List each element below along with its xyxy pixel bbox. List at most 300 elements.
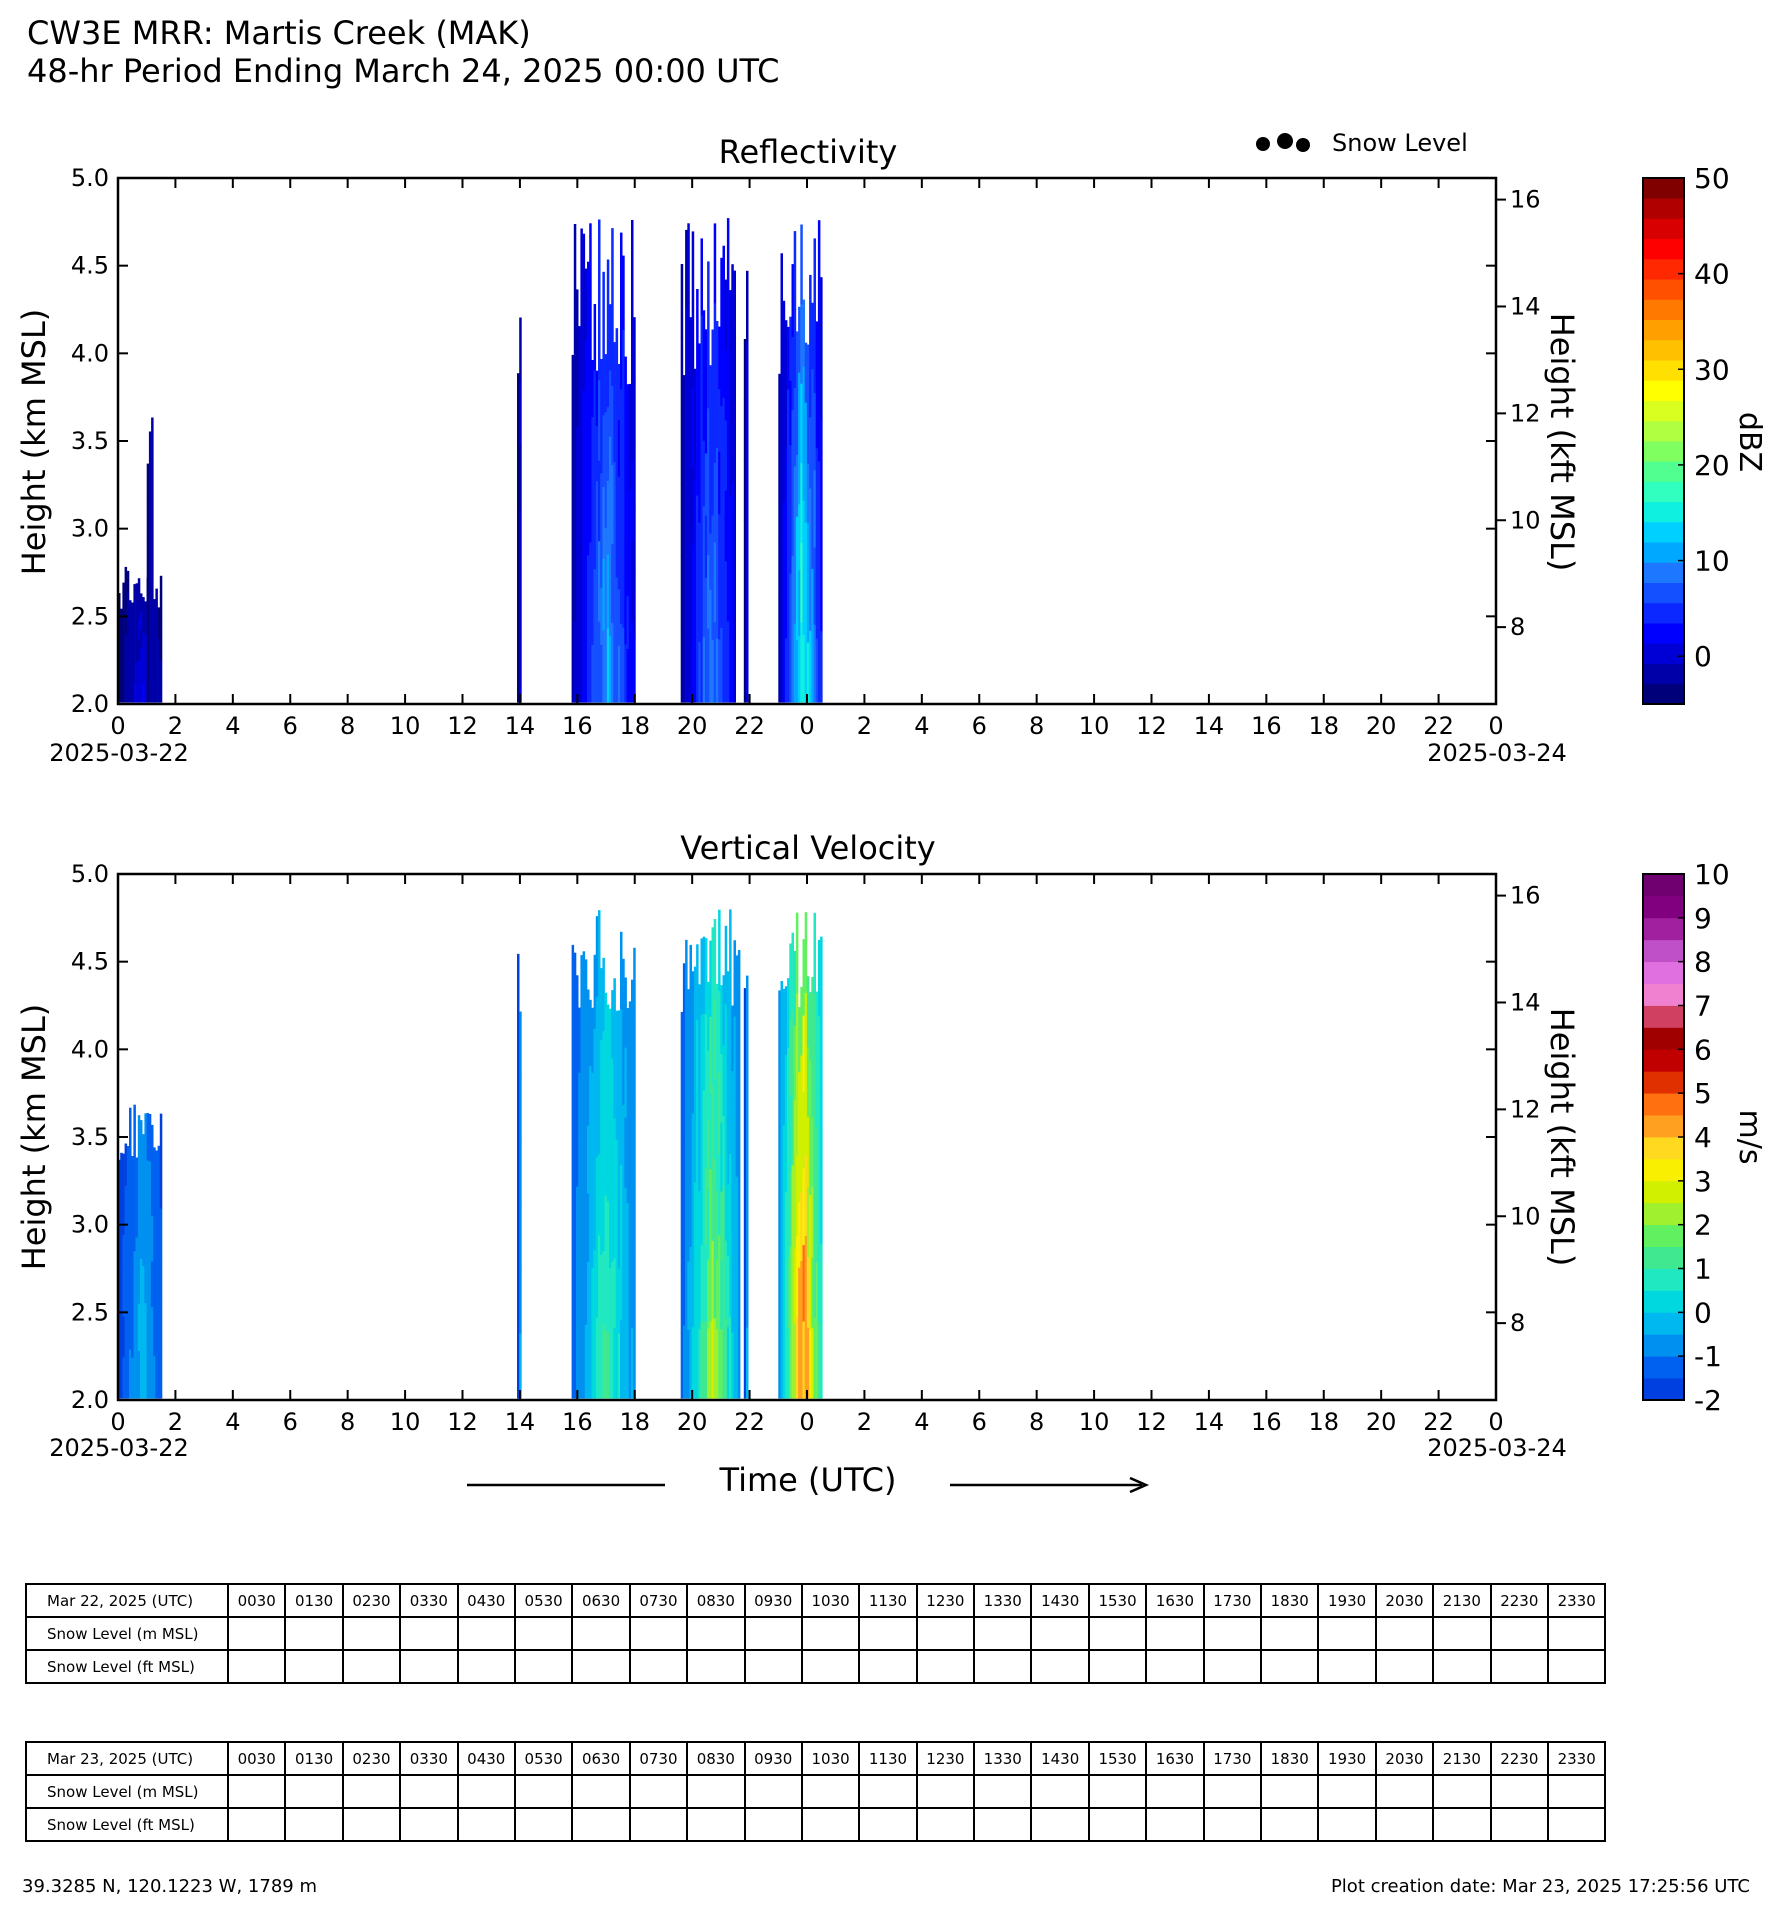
reflectivity-echo-cell [624, 472, 627, 530]
vertical-velocity-echo-cell [155, 1316, 158, 1358]
vertical-velocity-echo-cell [696, 1096, 699, 1172]
table-cell [745, 1650, 802, 1683]
vertical-velocity-echo-cell [602, 1105, 605, 1179]
vertical-velocity-echo-cell [127, 1146, 130, 1189]
vertical-velocity-echo-cell [122, 1154, 125, 1195]
vertical-velocity-echo-cell [694, 1254, 697, 1326]
vertical-velocity-colorbar-segment [1643, 1312, 1684, 1334]
reflectivity-echo-cell [578, 639, 581, 702]
vertical-velocity-echo-cell [140, 1166, 143, 1213]
vertical-velocity-echo-cell [798, 1137, 801, 1203]
vertical-velocity-echo-cell [627, 1268, 630, 1334]
vertical-velocity-echo-cell [805, 1317, 808, 1399]
reflectivity-echo-cell [140, 648, 143, 667]
reflectivity-echo-cell [120, 686, 123, 702]
vertical-velocity-echo-cell [620, 1010, 623, 1088]
vertical-velocity-echo-cell [602, 958, 605, 1032]
vertical-velocity-echo-cell [725, 1083, 728, 1162]
vertical-velocity-echo-cell [131, 1358, 134, 1399]
reflectivity-echo-cell [698, 583, 701, 643]
vertical-velocity-echo-cell [729, 1072, 732, 1154]
reflectivity-echo-cell [692, 545, 695, 624]
vertical-velocity-echo-cell [736, 955, 739, 1029]
reflectivity-echo-cell [583, 312, 586, 391]
vertical-velocity-echo-cell [685, 1016, 688, 1093]
reflectivity-echo-cell [683, 593, 686, 648]
reflectivity-echo-cell [698, 403, 701, 463]
reflectivity-colorbar-segment [1643, 380, 1684, 401]
reflectivity-echo-cell [125, 567, 128, 590]
reflectivity-echo-cell [125, 589, 128, 612]
reflectivity-echo-cell [589, 542, 592, 622]
reflectivity-echo-cell [809, 560, 812, 632]
vertical-velocity-colorbar-segment [1643, 940, 1684, 962]
vertical-velocity-colorbar-segment [1643, 1356, 1684, 1378]
reflectivity-echo-cell [805, 343, 808, 403]
reflectivity-echo-cell [122, 603, 125, 623]
table-cell [1491, 1775, 1548, 1808]
reflectivity-echo-cell [811, 636, 814, 703]
vertical-velocity-echo-cell [125, 1356, 128, 1399]
vertical-velocity-echo-cell [594, 1029, 597, 1103]
reflectivity-colorbar-segment [1643, 340, 1684, 361]
reflectivity-echo-cell [794, 545, 797, 624]
vertical-velocity-colorbar-segment [1643, 1203, 1684, 1225]
reflectivity-echo-cell [574, 543, 577, 623]
reflectivity-echo-cell [622, 628, 625, 703]
reflectivity-echo-cell [602, 559, 605, 631]
vertical-velocity-echo-cell [746, 1187, 749, 1258]
reflectivity-colorbar-segment [1643, 461, 1684, 482]
vertical-velocity-echo-cell [598, 1073, 601, 1155]
reflectivity-echo-cell [694, 647, 697, 703]
vertical-velocity-echo-cell [705, 1245, 708, 1322]
reflectivity-echo-cell [160, 681, 163, 703]
reflectivity-echo-cell [785, 320, 788, 384]
vertical-velocity-echo-cell [807, 1047, 810, 1118]
reflectivity-echo-cell [803, 367, 806, 435]
vertical-velocity-echo-cell [709, 1322, 712, 1399]
vertical-velocity-xtick-label: 18 [619, 1408, 651, 1436]
vertical-velocity-echo-cell [629, 1266, 632, 1333]
reflectivity-echo-cell [794, 310, 797, 389]
reflectivity-xtick-label: 18 [619, 712, 651, 740]
vertical-velocity-echo-cell [609, 1009, 612, 1074]
reflectivity-echo-cell [729, 565, 732, 634]
reflectivity-echo-cell [816, 448, 819, 512]
vertical-velocity-echo-cell [792, 1165, 795, 1243]
reflectivity-xtick-label: 22 [1423, 712, 1454, 740]
reflectivity-echo-cell [151, 418, 154, 466]
reflectivity-echo-cell [585, 630, 588, 703]
vertical-velocity-echo-cell [738, 950, 741, 1025]
reflectivity-colorbar-segment [1643, 259, 1684, 280]
reflectivity-echo-cell [142, 667, 145, 685]
vertical-velocity-echo-cell [818, 1245, 821, 1322]
reflectivity-title: Reflectivity [718, 133, 898, 171]
reflectivity-echo-cell [746, 415, 749, 487]
vertical-velocity-echo-cell [783, 1057, 786, 1126]
vertical-velocity-echo-cell [692, 1042, 695, 1114]
reflectivity-echo-cell [629, 543, 632, 597]
reflectivity-echo-cell [591, 645, 594, 703]
reflectivity-echo-cell [594, 304, 597, 371]
reflectivity-echo-cell [734, 486, 737, 558]
reflectivity-echo-cell [809, 631, 812, 703]
vertical-velocity-echo-cell [718, 1235, 721, 1317]
vertical-velocity-echo-cell [616, 1204, 619, 1269]
vertical-velocity-echo-cell [820, 1321, 823, 1398]
reflectivity-echo-cell [792, 483, 795, 556]
reflectivity-echo-cell [778, 429, 781, 484]
vertical-velocity-echo-cell [794, 1175, 797, 1250]
vertical-velocity-xtick-label: 12 [1136, 1408, 1167, 1436]
vertical-velocity-echo-cell [805, 993, 808, 1075]
table-cell [917, 1617, 974, 1650]
vertical-velocity-echo-cell [805, 1074, 808, 1156]
table-cell [687, 1775, 744, 1808]
vertical-velocity-echo-cell [519, 1269, 522, 1334]
vertical-velocity-echo-cell [589, 1066, 592, 1133]
reflectivity-echo-cell [620, 233, 623, 312]
reflectivity-echo-cell [714, 463, 717, 543]
vertical-velocity-colorbar-segment [1643, 1181, 1684, 1203]
reflectivity-echo-cell [133, 604, 136, 624]
reflectivity-echo-cell [723, 322, 726, 399]
table-cell [1318, 1650, 1375, 1683]
reflectivity-echo-cell [629, 649, 632, 703]
vertical-velocity-colorbar-segment [1643, 896, 1684, 918]
reflectivity-echo-cell [129, 600, 132, 618]
vertical-velocity-echo-cell [618, 1333, 621, 1398]
vertical-velocity-echo-cell [796, 1074, 799, 1155]
reflectivity-echo-cell [811, 502, 814, 569]
reflectivity-echo-cell [781, 328, 784, 403]
table-cell [1146, 1775, 1203, 1808]
reflectivity-echo-cell [578, 514, 581, 577]
reflectivity-echo-cell [572, 355, 575, 413]
reflectivity-echo-cell [607, 333, 610, 407]
vertical-velocity-echo-cell [714, 1079, 717, 1159]
reflectivity-echo-cell [783, 368, 786, 435]
vertical-velocity-echo-cell [589, 1332, 592, 1399]
reflectivity-xtick-label: 6 [971, 712, 987, 740]
reflectivity-echo-cell [517, 538, 520, 593]
reflectivity-ytick-label: 3.5 [70, 427, 109, 455]
vertical-velocity-echo-cell [120, 1275, 123, 1316]
vertical-velocity-echo-cell [709, 1246, 712, 1323]
table-time-header: 1330 [974, 1742, 1031, 1775]
vertical-velocity-echo-cell [787, 1258, 790, 1329]
reflectivity-echo-cell [578, 577, 581, 640]
vertical-velocity-echo-cell [580, 955, 583, 1029]
reflectivity-echo-cell [694, 424, 697, 480]
reflectivity-echo-cell [155, 664, 158, 683]
table-time-header: 2030 [1376, 1584, 1433, 1617]
vertical-velocity-echo-cell [153, 1273, 156, 1315]
reflectivity-echo-cell [578, 389, 581, 452]
table-time-header: 1030 [802, 1742, 859, 1775]
reflectivity-echo-cell [605, 354, 608, 413]
reflectivity-echo-cell [723, 246, 726, 323]
vertical-velocity-echo-cell [633, 1023, 636, 1099]
vertical-velocity-echo-cell [698, 984, 701, 1053]
reflectivity-echo-cell [785, 448, 788, 512]
vertical-velocity-echo-cell [153, 1147, 156, 1189]
vertical-velocity-echo-cell [789, 1095, 792, 1171]
vertical-velocity-echo-cell [585, 1325, 588, 1399]
vertical-velocity-echo-cell [585, 959, 588, 1033]
table-cell [745, 1617, 802, 1650]
reflectivity-echo-cell [600, 359, 603, 417]
reflectivity-echo-cell [694, 591, 697, 647]
table-cell [228, 1617, 285, 1650]
vertical-velocity-echo-cell [576, 1046, 579, 1117]
table-cell [285, 1775, 342, 1808]
table-date-label: Mar 23, 2025 (UTC) [26, 1742, 228, 1775]
vertical-velocity-echo-cell [136, 1278, 139, 1319]
vertical-velocity-echo-cell [781, 1190, 784, 1260]
reflectivity-colorbar-segment [1643, 178, 1684, 199]
vertical-velocity-echo-cell [681, 1012, 684, 1077]
snow-level-table [25, 1583, 1606, 1684]
vertical-velocity-echo-cell [574, 1027, 577, 1102]
reflectivity-echo-cell [725, 632, 728, 703]
reflectivity-echo-cell [587, 409, 590, 483]
vertical-velocity-echo-cell [783, 1125, 786, 1194]
reflectivity-echo-cell [811, 569, 814, 636]
reflectivity-echo-cell [151, 655, 154, 703]
reflectivity-echo-cell [789, 317, 792, 382]
vertical-velocity-echo-cell [816, 992, 819, 1060]
reflectivity-xtick-label: 20 [1365, 712, 1397, 740]
reflectivity-echo-cell [609, 503, 612, 570]
reflectivity-echo-cell [125, 680, 128, 703]
vertical-velocity-echo-cell [125, 1271, 128, 1314]
vertical-velocity-colorbar-segment [1643, 1159, 1684, 1181]
reflectivity-echo-cell [120, 671, 123, 687]
reflectivity-echo-cell [701, 393, 704, 471]
reflectivity-echo-cell [613, 582, 616, 643]
reflectivity-echo-cell [716, 448, 719, 512]
vertical-velocity-echo-cell [783, 989, 786, 1058]
vertical-velocity-echo-cell [574, 1101, 577, 1176]
reflectivity-echo-cell [720, 258, 723, 333]
reflectivity-echo-cell [596, 647, 599, 703]
reflectivity-echo-cell [718, 327, 721, 390]
reflectivity-ytick-label: 2.5 [70, 602, 109, 631]
reflectivity-echo-cell [681, 556, 684, 630]
vertical-velocity-echo-cell [723, 975, 726, 1046]
reflectivity-echo-cell [144, 652, 147, 669]
vertical-velocity-echo-cell [607, 1201, 610, 1267]
vertical-velocity-echo-cell [820, 1167, 823, 1244]
table-cell [1433, 1650, 1490, 1683]
reflectivity-echo-cell [613, 462, 616, 522]
station-coordinates: 39.3285 N, 120.1223 W, 1789 m [22, 1876, 317, 1897]
reflectivity-echo-cell [734, 271, 737, 343]
reflectivity-echo-cell [744, 642, 747, 703]
reflectivity-echo-cell [811, 369, 814, 436]
vertical-velocity-echo-cell [803, 1016, 806, 1093]
vertical-velocity-echo-cell [589, 1000, 592, 1067]
vertical-velocity-echo-cell [519, 1140, 522, 1205]
reflectivity-echo-cell [633, 381, 636, 446]
vertical-velocity-echo-cell [701, 1245, 704, 1322]
vertical-velocity-echo-cell [578, 1268, 581, 1334]
vertical-velocity-echo-cell [517, 1176, 520, 1251]
reflectivity-echo-cell [605, 528, 608, 587]
reflectivity-echo-cell [149, 432, 152, 478]
vertical-velocity-colorbar-segment [1643, 1247, 1684, 1269]
vertical-velocity-echo-cell [783, 1193, 786, 1262]
reflectivity-echo-cell [807, 464, 810, 524]
reflectivity-echo-cell [707, 261, 710, 335]
reflectivity-echo-cell [587, 555, 590, 629]
vertical-velocity-echo-cell [622, 1105, 625, 1179]
reflectivity-echo-cell [583, 234, 586, 313]
reflectivity-echo-cell [789, 381, 792, 446]
vertical-velocity-echo-cell [138, 1257, 141, 1305]
vertical-velocity-echo-cell [572, 1323, 575, 1399]
table-cell [917, 1808, 974, 1841]
reflectivity-echo-cell [707, 629, 710, 703]
vertical-velocity-echo-cell [605, 1331, 608, 1399]
reflectivity-echo-cell [714, 303, 717, 383]
vertical-velocity-echo-cell [158, 1314, 161, 1357]
table-cell [1204, 1775, 1261, 1808]
reflectivity-echo-cell [600, 531, 603, 589]
reflectivity-echo-cell [624, 414, 627, 472]
vertical-velocity-echo-cell [807, 1117, 810, 1188]
reflectivity-echo-cell [591, 588, 594, 646]
reflectivity-echo-cell [576, 358, 579, 427]
vertical-velocity-echo-cell [690, 1020, 693, 1096]
reflectivity-echo-cell [125, 657, 128, 680]
vertical-velocity-echo-cell [731, 1006, 734, 1072]
vertical-velocity-echo-cell [809, 1263, 812, 1331]
vertical-velocity-echo-cell [600, 1040, 603, 1112]
reflectivity-echo-cell [517, 428, 520, 483]
vertical-velocity-echo-cell [707, 1051, 710, 1121]
vertical-velocity-echo-cell [723, 1187, 726, 1258]
reflectivity-echo-cell [574, 224, 577, 304]
reflectivity-echo-cell [725, 491, 728, 562]
reflectivity-echo-cell [142, 597, 145, 615]
vertical-velocity-echo-cell [736, 1177, 739, 1251]
vertical-velocity-echo-cell [798, 1333, 801, 1399]
reflectivity-colorbar-segment [1643, 603, 1684, 624]
reflectivity-echo-cell [609, 569, 612, 636]
reflectivity-echo-cell [594, 569, 597, 636]
reflectivity-echo-cell [727, 379, 730, 460]
reflectivity-echo-cell [627, 384, 630, 438]
vertical-velocity-echo-cell [587, 990, 590, 1059]
vertical-velocity-date-end: 2025-03-24 [1427, 1434, 1567, 1462]
reflectivity-echo-cell [683, 430, 686, 485]
vertical-velocity-echo-cell [631, 1189, 634, 1259]
reflectivity-echo-cell [629, 596, 632, 650]
reflectivity-echo-cell [609, 437, 612, 504]
reflectivity-echo-cell [517, 592, 520, 647]
reflectivity-echo-cell [616, 640, 619, 703]
vertical-velocity-echo-cell [816, 1059, 819, 1127]
vertical-velocity-echo-cell [787, 1328, 790, 1399]
reflectivity-echo-cell [122, 682, 125, 702]
reflectivity-echo-cell [798, 373, 801, 439]
reflectivity-echo-cell [744, 581, 747, 642]
vertical-velocity-echo-cell [800, 987, 803, 1056]
reflectivity-colorbar-segment [1643, 542, 1684, 563]
reflectivity-echo-cell [580, 386, 583, 465]
vertical-velocity-echo-cell [631, 1050, 634, 1120]
reflectivity-echo-cell [709, 646, 712, 703]
reflectivity-colorbar-segment [1643, 664, 1684, 685]
reflectivity-echo-cell [818, 622, 821, 703]
reflectivity-colorbar-tick-label: 40 [1694, 257, 1730, 291]
vertical-velocity-echo-cell [594, 1250, 597, 1324]
vertical-velocity-echo-cell [125, 1228, 128, 1271]
vertical-velocity-xtick-label: 0 [799, 1408, 815, 1436]
reflectivity-echo-cell [744, 521, 747, 582]
vertical-velocity-echo-cell [789, 1322, 792, 1398]
table-time-header: 0130 [285, 1584, 342, 1617]
vertical-velocity-echo-cell [574, 1324, 577, 1399]
reflectivity-echo-cell [818, 220, 821, 301]
reflectivity-echo-cell [814, 316, 817, 394]
vertical-velocity-colorbar-tick-label: 5 [1694, 1077, 1712, 1111]
reflectivity-echo-cell [814, 625, 817, 703]
reflectivity-echo-cell [725, 420, 728, 491]
vertical-velocity-echo-cell [794, 1026, 797, 1101]
reflectivity-echo-cell [718, 514, 721, 577]
vertical-velocity-echo-cell [158, 1146, 161, 1189]
reflectivity-echo-cell [620, 311, 623, 390]
reflectivity-echo-cell [803, 635, 806, 703]
vertical-velocity-colorbar-tick-label: -2 [1694, 1384, 1722, 1417]
reflectivity-echo-cell [805, 403, 808, 463]
reflectivity-colorbar-segment [1643, 239, 1684, 260]
reflectivity-echo-cell [598, 461, 601, 542]
vertical-velocity-echo-cell [578, 1008, 581, 1074]
vertical-velocity-echo-cell [613, 1118, 616, 1189]
vertical-velocity-echo-cell [122, 1276, 125, 1317]
vertical-velocity-echo-cell [811, 1117, 814, 1188]
vertical-velocity-echo-cell [820, 1014, 823, 1091]
table-time-header: 1630 [1146, 1584, 1203, 1617]
reflectivity-echo-cell [140, 612, 143, 631]
reflectivity-echo-cell [796, 455, 799, 517]
reflectivity-echo-cell [681, 264, 684, 338]
vertical-velocity-echo-cell [681, 1141, 684, 1206]
reflectivity-xtick-label: 2 [856, 712, 873, 740]
vertical-velocity-echo-cell [738, 1025, 741, 1100]
reflectivity-echo-cell [611, 465, 614, 544]
vertical-velocity-colorbar-segment [1643, 874, 1684, 896]
reflectivity-echo-cell [620, 546, 623, 625]
vertical-velocity-echo-cell [785, 1261, 788, 1330]
vertical-velocity-xtick-label: 6 [282, 1408, 298, 1436]
vertical-velocity-echo-cell [147, 1256, 150, 1304]
reflectivity-echo-cell [712, 392, 715, 455]
reflectivity-echo-cell [785, 638, 788, 702]
reflectivity-echo-cell [703, 310, 706, 376]
reflectivity-echo-cell [803, 300, 806, 368]
vertical-velocity-echo-cell [627, 1008, 630, 1074]
vertical-velocity-echo-cell [153, 1231, 156, 1273]
reflectivity-echo-cell [594, 503, 597, 570]
reflectivity-echo-cell [131, 669, 134, 686]
